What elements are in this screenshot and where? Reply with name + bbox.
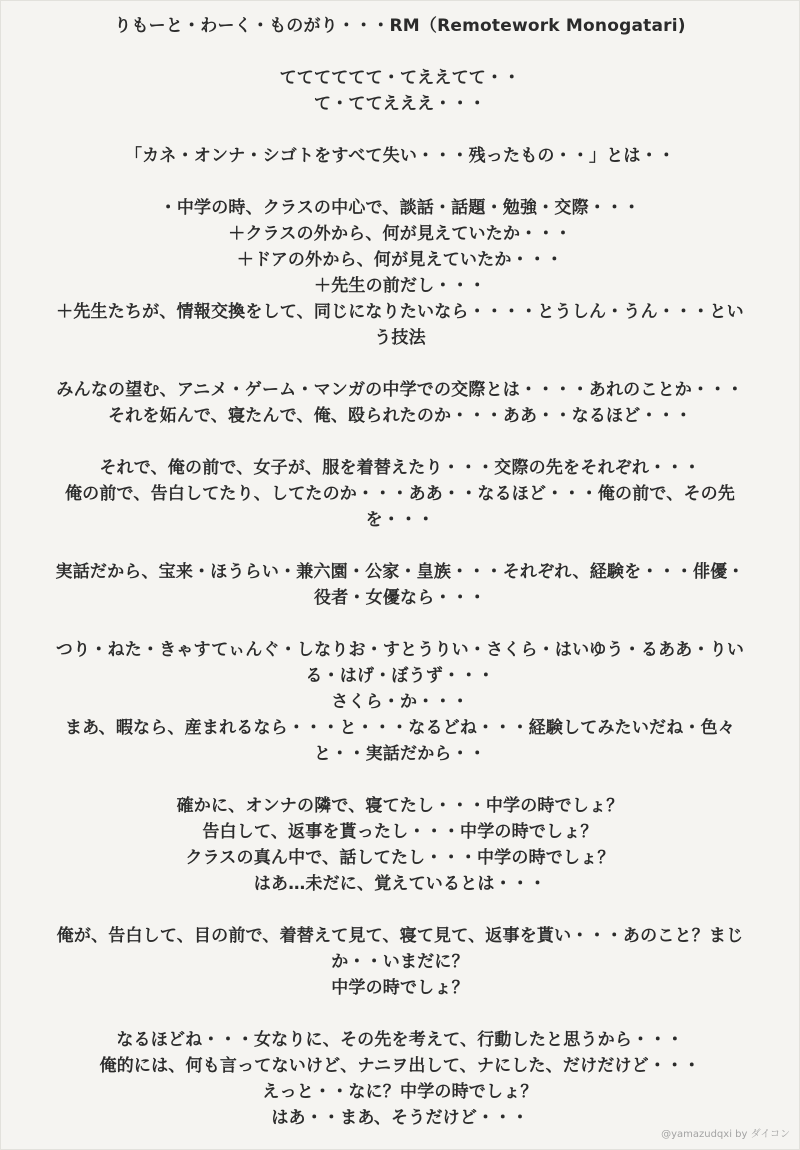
text-line: を・・・	[365, 510, 435, 530]
blank-line	[15, 429, 785, 455]
document-body	[15, 13, 785, 1131]
text-line: クラスの真ん中で、話してたし・・・中学の時でしょ？	[185, 848, 615, 868]
text-line: えっと・・なに？中学の時でしょ？	[262, 1082, 538, 1102]
text-line: 俺的には、何も言ってないけど、ナニヲ出して、ナにした、だけだけど・・・	[99, 1056, 701, 1076]
text-line: か・・いまだに？	[331, 952, 469, 972]
text-line: さくら・か・・・	[331, 692, 469, 712]
text-line: 役者・女優なら・・・	[314, 588, 486, 608]
text-line: ＋先生の前だし・・・	[314, 276, 486, 296]
text-line: ＋ドアの外から、何が見えていたか・・・	[236, 250, 564, 270]
text-line: 中学の時でしょ？	[331, 978, 469, 998]
text-line: つり・ねた・きゃすてぃんぐ・しなりお・すとうりい・さくら・はいゆう・るああ・りい	[55, 640, 745, 660]
text-line: ＋クラスの外から、何が見えていたか・・・	[228, 224, 572, 244]
text-line: まあ、暇なら、産まれるなら・・・と・・・なるどね・・・経験してみたいだね・色々	[64, 718, 736, 738]
text-line: はあ…未だに、覚えているとは・・・	[253, 874, 547, 894]
text-line: ＋先生たちが、情報交換をして、同じになりたいなら・・・・とうしん・うん・・・とい	[56, 302, 744, 322]
text-line: ・中学の時、クラスの中心で、談話・話題・勉強・交際・・・	[159, 198, 641, 218]
blank-line	[15, 169, 785, 195]
text-line: てててててて・てええてて・・	[279, 68, 521, 88]
text-line: はあ・・まあ、そうだけど・・・	[271, 1108, 529, 1128]
text-line: 実話だから、宝来・ほうらい・兼六園・公家・皇族・・・それぞれ、経験を・・・俳優・	[55, 562, 745, 582]
text-line: と・・実話だから・・	[314, 744, 486, 764]
text-line: みんなの望む、アニメ・ゲーム・マンガの中学での交際とは・・・・あれのことか・・・	[56, 380, 744, 400]
blank-line	[15, 117, 785, 143]
blank-line	[15, 611, 785, 637]
document-title: りもーと・わーく・ものがり・・・RM（Remotework Monogatari)	[114, 16, 686, 36]
blank-line	[15, 897, 785, 923]
text-line: 「カネ・オンナ・シゴトをすべて失い・・・残ったもの・・」とは・・	[124, 146, 676, 166]
text-line: 俺の前で、告白してたり、してたのか・・・ああ・・なるほど・・・俺の前で、その先	[64, 484, 736, 504]
text-line: なるほどね・・・女なりに、その先を考えて、行動したと思うから・・・	[116, 1030, 684, 1050]
text-line: う技法	[374, 328, 426, 348]
credit-watermark: @yamazudqxi by ダイコン	[661, 1129, 790, 1140]
text-line: 確かに、オンナの隣で、寝てたし・・・中学の時でしょ？	[176, 796, 624, 816]
text-line: それで、俺の前で、女子が、服を着替えたり・・・交際の先をそれぞれ・・・	[99, 458, 701, 478]
blank-line	[15, 767, 785, 793]
text-line: る・はげ・ぼうず・・・	[305, 666, 495, 686]
blank-line	[15, 351, 785, 377]
text-line: て・ててえええ・・・	[314, 94, 486, 114]
blank-line	[15, 533, 785, 559]
blank-line	[15, 39, 785, 65]
text-line: 告白して、返事を貰ったし・・・中学の時でしょ？	[202, 822, 598, 842]
text-line: 俺が、告白して、目の前で、着替えて見て、寝て見て、返事を貰い・・・あのこと？まじ	[56, 926, 744, 946]
blank-line	[15, 1001, 785, 1027]
text-line: それを妬んで、寝たんで、俺、殴られたのか・・・ああ・・なるほど・・・	[107, 406, 693, 426]
